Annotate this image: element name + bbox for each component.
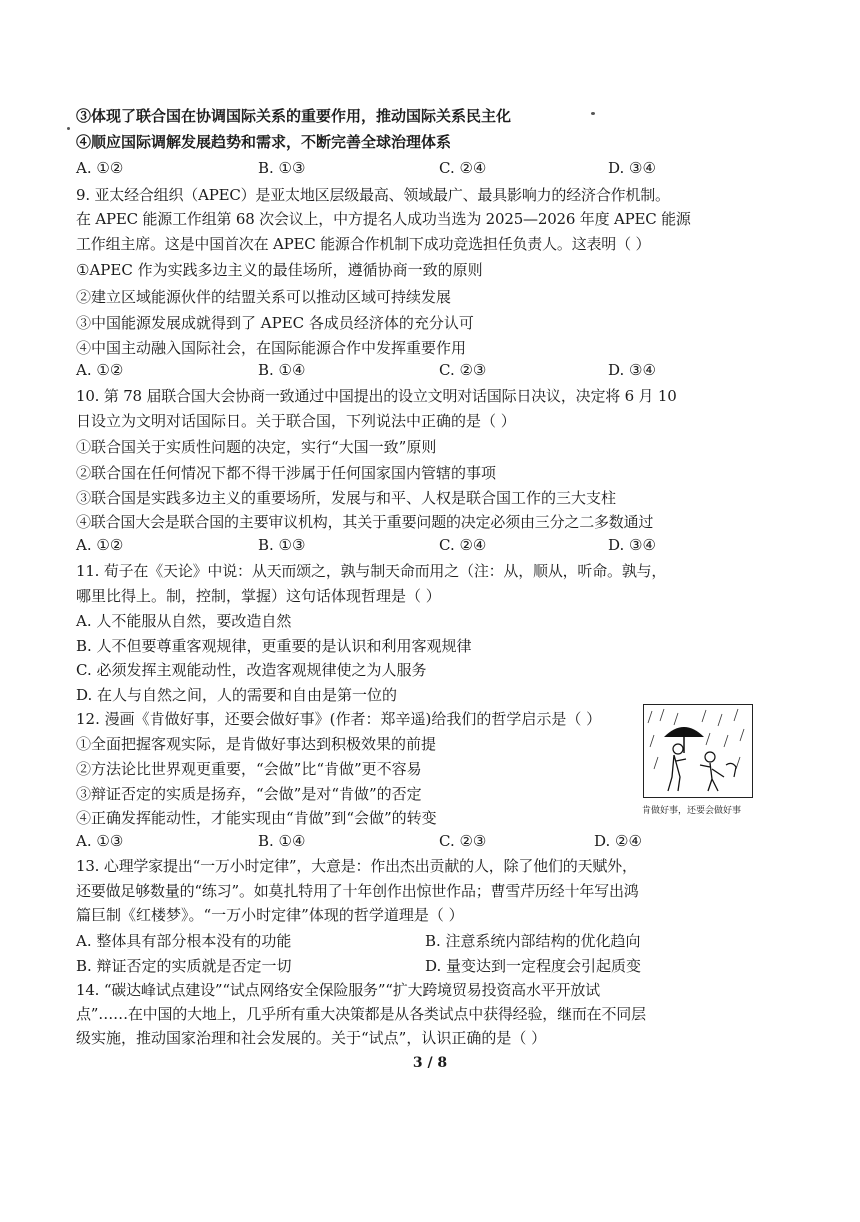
q8-option-a: A. ①② [76, 159, 124, 177]
q12-statement-1: ①全面把握客观实际，是肯做好事达到积极效果的前提 [76, 735, 437, 753]
q8-statement-3: ③体现了联合国在协调国际关系的重要作用，推动国际关系民主化 [76, 107, 512, 125]
q8-option-b: B. ①③ [258, 159, 306, 177]
q13-options-row1 [76, 930, 696, 950]
q9-stem-line1: 9. 亚太经合组织（APEC）是亚太地区层级最高、领域最广、最具影响力的经济合作机制。 [76, 186, 670, 204]
q12-option-c: C. ②③ [439, 832, 487, 850]
q12-option-b: B. ①④ [258, 832, 306, 850]
q8-statement-4: ④顺应国际调解发展趋势和需求，不断完善全球治理体系 [76, 133, 452, 151]
q13-stem-line3: 篇巨制《红楼梦》。“一万小时定律”体现的哲学道理是（ ） [76, 906, 464, 924]
q10-statement-1: ①联合国关于实质性问题的决定，实行“大国一致”原则 [76, 438, 437, 456]
q14-stem-line2: 点”……在中国的大地上，几乎所有重大决策都是从各类试点中获得经验，继而在不同层 [76, 1005, 646, 1023]
q11-option-a: A. 人不能服从自然，要改造自然 [76, 612, 292, 630]
q9-statement-2: ②建立区域能源伙伴的结盟关系可以推动区域可持续发展 [76, 288, 452, 306]
q11-stem-line1: 11. 荀子在《天论》中说：从天而颂之，孰与制天命而用之（注：从，顺从，听命。孰与， [76, 562, 667, 580]
q10-option-b: B. ①③ [258, 536, 306, 554]
q14-stem-line1: 14. “碳达峰试点建设”“试点网络安全保险服务”“扩大跨境贸易投资高水平开放试 [76, 981, 600, 999]
q12-statement-2: ②方法论比世界观更重要，“会做”比“肯做”更不容易 [76, 760, 422, 778]
cartoon-caption: 肯做好事，还要会做好事 [642, 806, 742, 816]
q10-statement-3: ③联合国是实践多边主义的重要场所，发展与和平、人权是联合国工作的三大支柱 [76, 489, 617, 507]
q13-options-row2 [76, 955, 696, 975]
scan-speck [67, 127, 70, 130]
q12-stem: 12. 漫画《肯做好事，还要会做好事》(作者：郑辛遥)给我们的哲学启示是（ ） [76, 710, 602, 728]
q9-statement-3: ③中国能源发展成就得到了 APEC 各成员经济体的充分认可 [76, 314, 474, 332]
cartoon-illustration [643, 704, 753, 798]
q13-stem-line1: 13. 心理学家提出“一万小时定律”，大意是：作出杰出贡献的人，除了他们的天赋外， [76, 857, 637, 875]
q9-option-b: B. ①④ [258, 361, 306, 379]
q10-stem-line1: 10. 第 78 届联合国大会协商一致通过中国提出的设立文明对话国际日决议，决定将 6 月 10 [76, 387, 677, 405]
q9-stem-line3: 工作组主席。这是中国首次在 APEC 能源合作机制下成功竞选担任负责人。这表明（ ） [76, 235, 651, 253]
q8-option-d: D. ③④ [608, 159, 656, 177]
q13-option-a: A. 整体具有部分根本没有的功能 [76, 932, 292, 950]
q10-option-a: A. ①② [76, 536, 124, 554]
q9-statement-1: ①APEC 作为实践多边主义的最佳场所，遵循协商一致的原则 [76, 261, 483, 279]
q12-options [76, 832, 766, 852]
q12-option-a: A. ①③ [76, 832, 124, 850]
q9-option-d: D. ③④ [608, 361, 656, 379]
q10-statement-4: ④联合国大会是联合国的主要审议机构，其关于重要问题的决定必须由三分之二多数通过 [76, 513, 654, 531]
page-number: 3 / 8 [412, 1055, 448, 1071]
q9-stem-line2: 在 APEC 能源工作组第 68 次会议上，中方提名人成功当选为 2025—2026 年度 APEC 能源 [76, 210, 691, 228]
q10-option-c: C. ②④ [439, 536, 487, 554]
q12-statement-3: ③辩证否定的实质是扬弃，“会做”是对“肯做”的否定 [76, 785, 422, 803]
q10-options [76, 536, 696, 556]
q11-option-b: B. 人不但要尊重客观规律，更重要的是认识和利用客观规律 [76, 637, 472, 655]
q11-option-c: C. 必须发挥主观能动性，改造客观规律使之为人服务 [76, 661, 427, 679]
q9-statement-4: ④中国主动融入国际社会，在国际能源合作中发挥重要作用 [76, 339, 467, 357]
q9-option-c: C. ②③ [439, 361, 487, 379]
q8-options [76, 159, 696, 179]
q9-options [76, 361, 696, 381]
q10-statement-2: ②联合国在任何情况下都不得干涉属于任何国家国内管辖的事项 [76, 464, 497, 482]
q11-option-d: D. 在人与自然之间，人的需要和自由是第一位的 [76, 686, 398, 704]
q14-stem-line3: 级实施，推动国家治理和社会发展的。关于“试点”，认识正确的是（ ） [76, 1029, 547, 1047]
q13-option-d: D. 量变达到一定程度会引起质变 [425, 957, 642, 975]
q13-stem-line2: 还要做足够数量的“练习”。如莫扎特用了十年创作出惊世作品；曹雪芹历经十年写出鸿 [76, 882, 639, 900]
q10-stem-line2: 日设立为文明对话国际日。关于联合国，下列说法中正确的是（ ） [76, 412, 516, 430]
q9-option-a: A. ①② [76, 361, 124, 379]
q12-option-d: D. ②④ [594, 832, 642, 850]
q13-option-c: B. 辩证否定的实质就是否定一切 [76, 957, 292, 975]
q10-option-d: D. ③④ [608, 536, 656, 554]
q12-statement-4: ④正确发挥能动性，才能实现由“肯做”到“会做”的转变 [76, 809, 437, 827]
q8-option-c: C. ②④ [439, 159, 487, 177]
q13-option-b: B. 注意系统内部结构的优化趋向 [425, 932, 641, 950]
q11-stem-line2: 哪里比得上。制，控制，掌握）这句话体现哲理是（ ） [76, 587, 441, 605]
